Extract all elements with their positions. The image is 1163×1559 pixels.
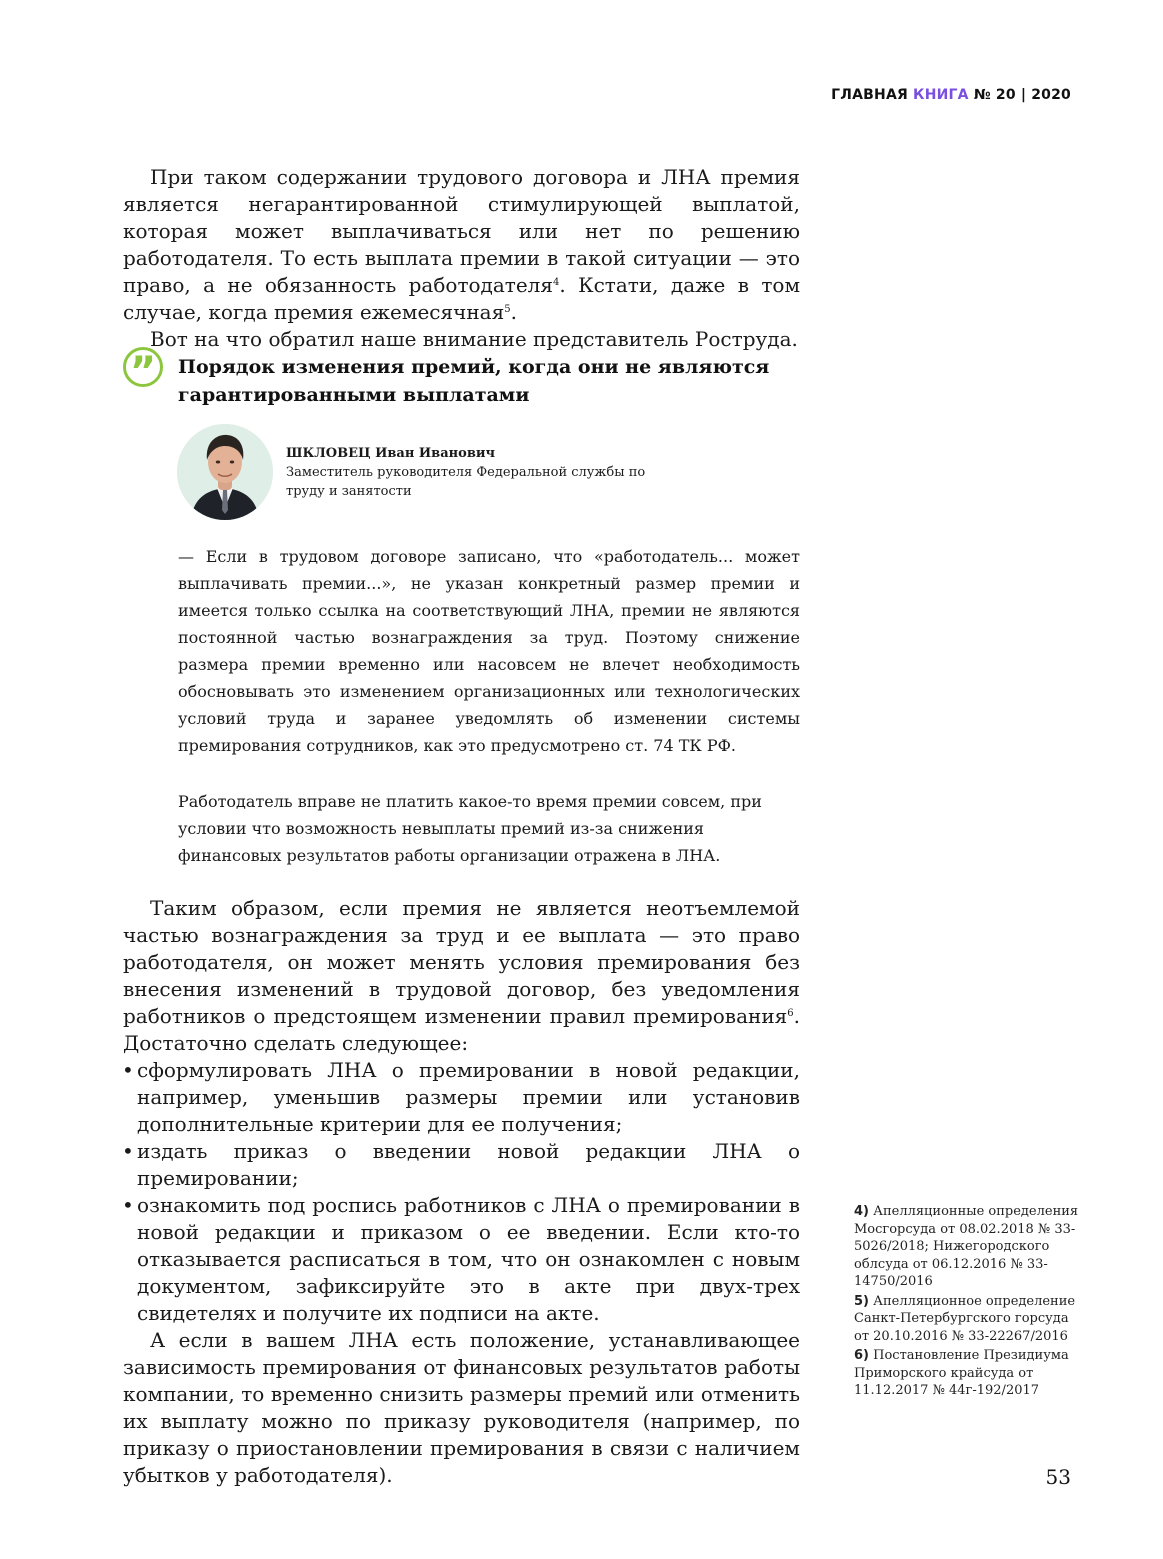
footnotes — [854, 1203, 1084, 1402]
intro-paragraph-1 — [123, 164, 800, 326]
intro-p1-text: При таком содержании трудового договора и ЛНА премия является негарантированной стимулирующей выплатой, которая может выплачиваться или нет по решению работодателя. То есть выплата премии в такой ситуации — это право, а не обязанность работодателя — [123, 165, 800, 297]
footnote-text: Апелляционные определения Мосгорсуда от 08.02.2018 № 33-5026/2018; Нижегородского облсуда от 06.12.2016 № 33-14750/2016 — [854, 1204, 1079, 1289]
page-number: 53 — [1045, 1465, 1071, 1489]
intro-section — [123, 164, 800, 353]
header-magazine-part2: КНИГА — [913, 87, 969, 103]
footnote-number: 5) — [854, 1293, 869, 1309]
footnote-6 — [854, 1347, 1084, 1400]
quote-speech-2: Работодатель вправе не платить какое-то время премии совсем, при условии что возможность невыплаты премий из-за снижения финансовых результатов работы организации отражена в ЛНА. — [178, 792, 762, 865]
running-header — [831, 87, 1071, 103]
conclusion-section — [123, 895, 800, 1489]
list-item: • издать приказ о введении новой редакции ЛНА о премировании; — [123, 1138, 800, 1192]
quote-title: Порядок изменения премий, когда они не являются гарантированными выплатами — [178, 356, 770, 406]
intro-p1-tail: . Кстати, даже в том случае, когда премия ежемесячная — [123, 273, 800, 324]
avatar — [177, 424, 273, 520]
footnote-text: Постановление Президиума Приморского крайсуда от 11.12.2017 № 44г-192/2017 — [854, 1348, 1069, 1398]
footnote-ref-4[interactable]: 4 — [553, 277, 560, 288]
footnote-5 — [854, 1293, 1084, 1346]
quote-icon: ” — [123, 347, 163, 387]
intro-paragraph-2: Вот на что обратил наше внимание представитель Роструда. — [150, 327, 798, 351]
footnote-4 — [854, 1203, 1084, 1291]
person-portrait-icon — [177, 424, 273, 520]
quote-speech-1: — Если в трудовом договоре записано, что «работодатель... может выплачивать премии...», не указан конкретный размер премии и имеется только ссылка на соответствующий ЛНА, премии не являются постоянной частью вознаграждения за труд. Поэтому снижение размера премии временно или насовсем не влечет необходимость обосновывать это изменением организационных или технологических условий труда и заранее уведомлять об изменении системы премирования сотрудников, как это предусмотрено ст. 74 ТК РФ. — [178, 547, 800, 755]
header-issue: № 20 | 2020 — [973, 87, 1071, 103]
header-magazine-part1: ГЛАВНАЯ — [831, 87, 908, 103]
footnote-ref-5[interactable]: 5 — [504, 304, 511, 315]
conclusion-paragraph-2: А если в вашем ЛНА есть положение, устанавливающее зависимость премирования от финансовых результатов работы компании, то временно снизить размеры премий или отменить их выплату можно по приказу руководителя (например, по приказу о приостановлении премирования в связи с наличием убытков у работодателя). — [123, 1328, 800, 1487]
intro-p1-end: . — [510, 300, 517, 324]
list-item: • ознакомить под роспись работников с ЛНА о премировании в новой редакции и приказом о ее введении. Если кто-то отказывается расписаться в том, что он ознакомлен с новым документом, зафиксируйте это в акте при двух-трех свидетелях и получите их подписи на акте. — [123, 1192, 800, 1327]
footnote-number: 6) — [854, 1348, 869, 1363]
footnote-ref-6[interactable]: 6 — [787, 1008, 794, 1019]
footnote-number: 4) — [854, 1204, 869, 1219]
person-name: ШКЛОВЕЦ Иван Иванович — [286, 446, 496, 461]
conclusion-paragraph-1 — [123, 895, 800, 1057]
conclusion-p1-tail: . Достаточно сделать следующее: — [123, 1004, 800, 1055]
steps-list — [123, 1057, 800, 1327]
person-role: Заместитель руководителя Федеральной службы по труду и занятости — [286, 465, 646, 499]
list-item: • сформулировать ЛНА о премировании в новой редакции, например, уменьшив размеры премии или установив дополнительные критерии для ее получения; — [123, 1057, 800, 1138]
conclusion-p1-text: Таким образом, если премия не является неотъемлемой частью вознаграждения за труд и ее выплата — это право работодателя, он может менять условия премирования без внесения изменений в трудовой договор, без уведомления работников о предстоящем изменении правил премирования — [123, 896, 800, 1028]
footnote-text: Апелляционное определение Санкт-Петербургского горсуда от 20.10.2016 № 33-22267/2016 — [854, 1293, 1076, 1344]
